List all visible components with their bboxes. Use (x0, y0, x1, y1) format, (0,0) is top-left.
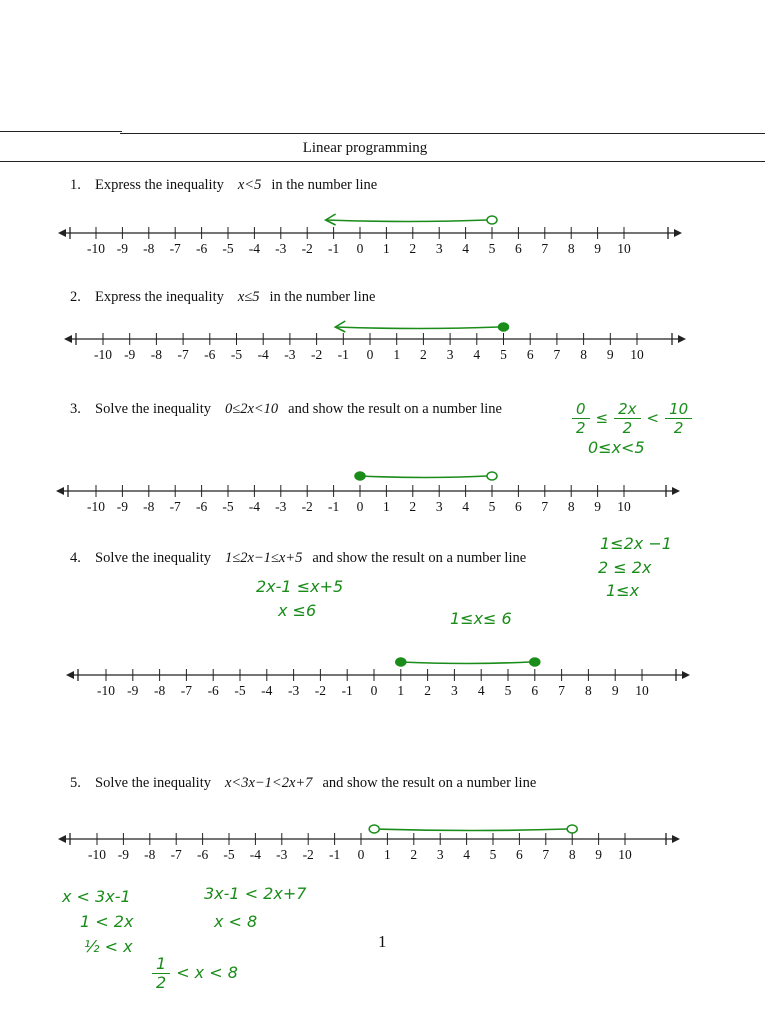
tick-label: -5 (222, 241, 234, 256)
tick-label: -5 (230, 347, 243, 362)
tick-label: -10 (97, 683, 115, 698)
tick-label: 9 (595, 847, 602, 862)
tick-label: -3 (284, 347, 296, 362)
tick-label: 3 (435, 499, 443, 514)
handwriting-q4-r3: 1≤x (606, 581, 640, 600)
right-arrow-icon (682, 671, 690, 679)
tick-label: 6 (515, 499, 522, 514)
fraction: $\frac{10}{2}$ (665, 400, 692, 437)
fraction: $\frac{2x}{2}$ (614, 400, 640, 437)
tick-label: 6 (531, 683, 539, 698)
left-arrow-icon (66, 671, 74, 679)
tick-label: 1 (397, 683, 405, 698)
tick-label: 6 (516, 847, 523, 862)
tick-label: 1 (384, 847, 391, 862)
tick-label: -5 (223, 847, 235, 862)
tick-label: 10 (617, 241, 631, 256)
tick-label: -3 (275, 241, 287, 256)
tick-label: -6 (195, 499, 208, 514)
tick-label: -2 (301, 241, 313, 256)
tick-label: 8 (567, 241, 575, 256)
tick-label: 4 (473, 347, 481, 362)
tick-label: -2 (314, 683, 327, 698)
tick-label: -1 (328, 847, 341, 862)
tick-label: -6 (195, 241, 208, 256)
handwriting-q4-l1: 2x-1 ≤x+5 (256, 577, 344, 596)
tick-label: 1 (383, 241, 390, 256)
tick-label: 5 (500, 347, 507, 362)
question-suffix: and show the result on a number line (312, 550, 527, 566)
handwriting-q5-l2: 1 < 2x (80, 912, 134, 931)
tick-label: -7 (180, 683, 193, 698)
tick-label: -4 (257, 347, 269, 362)
tick-label: -7 (170, 847, 182, 862)
tick-label: 5 (488, 499, 496, 514)
tick-label: -1 (337, 347, 349, 362)
tick-label: -4 (249, 847, 262, 862)
tick-label: -7 (169, 499, 181, 514)
tick-label: 7 (558, 683, 565, 698)
tick-label: -1 (341, 683, 353, 698)
tick-label: 2 (420, 347, 427, 362)
tick-label: 0 (357, 847, 365, 862)
tick-label: 0 (370, 683, 378, 698)
tick-label: -6 (207, 683, 219, 698)
right-arrow-icon (674, 229, 682, 237)
handwriting-q3-fraction: $\frac{0}{2}$ ≤ $\frac{2x}{2}$ < $\frac{10}{2}$ (566, 400, 698, 437)
tick-label: -8 (153, 683, 166, 698)
tick-label: 10 (635, 683, 649, 698)
tick-label: -2 (302, 847, 314, 862)
tick-label: 2 (409, 499, 417, 514)
solution-segment (335, 327, 498, 329)
tick-label: -10 (88, 847, 106, 862)
tick-label: -9 (124, 347, 136, 362)
question-suffix: in the number line (269, 289, 376, 305)
open-endpoint (487, 216, 497, 224)
tick-label: 7 (541, 241, 549, 256)
open-endpoint (369, 825, 379, 833)
tick-label: -8 (143, 499, 155, 514)
handwriting-q5-l3: ½ < x (84, 937, 133, 956)
tick-label: 7 (541, 499, 549, 514)
open-endpoint (487, 472, 497, 480)
handwriting-q5-l1: x < 3x-1 (62, 887, 131, 906)
tick-label: 9 (594, 499, 601, 514)
closed-endpoint (355, 472, 365, 480)
tick-label: 10 (618, 847, 632, 862)
tick-label: 4 (477, 683, 485, 698)
tick-label: -3 (287, 683, 300, 698)
tick-label: 6 (515, 241, 522, 256)
tick-label: 3 (435, 241, 443, 256)
handwriting-q4-result: 1≤x≤ 6 (450, 609, 512, 628)
left-arrow-icon (56, 487, 64, 495)
tick-label: -8 (144, 847, 156, 862)
tick-label: -9 (127, 683, 139, 698)
tick-label: 10 (630, 347, 644, 362)
handwriting-q5-r1: 3x-1 < 2x+7 (204, 884, 307, 903)
question-number: 3. (70, 401, 81, 417)
tick-label: 2 (424, 683, 431, 698)
question-number: 1. (70, 177, 81, 193)
tick-label: 3 (446, 347, 454, 362)
question-prefix: Solve the inequality (95, 550, 211, 566)
question-math: x≤5 (237, 289, 260, 305)
tick-label: -5 (222, 499, 234, 514)
tick-label: 0 (356, 241, 364, 256)
tick-label: -6 (204, 347, 216, 362)
tick-label: 8 (568, 847, 576, 862)
question-math: x<5 (237, 177, 262, 193)
tick-label: 9 (611, 683, 619, 698)
question-number: 2. (70, 289, 81, 305)
tick-label: 0 (366, 347, 374, 362)
tick-label: -9 (117, 847, 130, 862)
tick-label: -5 (234, 683, 246, 698)
tick-label: -4 (261, 683, 273, 698)
tick-label: -10 (87, 499, 105, 514)
left-arrow-icon (58, 229, 66, 237)
closed-endpoint (499, 323, 509, 331)
tick-label: -3 (276, 847, 288, 862)
tick-label: -10 (87, 241, 105, 256)
solution-segment (401, 662, 530, 664)
right-arrow-icon (672, 835, 680, 843)
tick-label: 5 (504, 683, 512, 698)
tick-label: 0 (356, 499, 364, 514)
question-number: 5. (70, 775, 81, 791)
tick-label: -10 (94, 347, 112, 362)
document-title: Linear programming (302, 140, 428, 156)
tick-label: -9 (116, 499, 129, 514)
tick-label: -8 (150, 347, 163, 362)
tick-label: -7 (169, 241, 181, 256)
tick-label: 3 (451, 683, 458, 698)
question-prefix: Express the inequality (95, 177, 224, 193)
fraction: $\frac{0}{2}$ (572, 400, 590, 437)
question-number: 4. (70, 550, 81, 566)
tick-label: 4 (462, 499, 469, 514)
handwriting-q5-r2: x < 8 (214, 912, 258, 931)
tick-label: -9 (116, 241, 129, 256)
closed-endpoint (530, 658, 540, 666)
right-arrow-icon (678, 335, 686, 343)
open-endpoint (567, 825, 577, 833)
tick-label: 9 (606, 347, 614, 362)
handwriting-q3-line2: 0≤x<5 (588, 438, 645, 457)
tick-label: 2 (409, 241, 417, 256)
tick-label: -3 (275, 499, 287, 514)
tick-label: 4 (462, 241, 469, 256)
question-suffix: in the number line (271, 177, 378, 193)
question-math: x<3x−1<2x+7 (224, 775, 313, 791)
tick-label: 5 (489, 847, 497, 862)
left-arrow-icon (64, 335, 72, 343)
tick-label: -1 (327, 499, 340, 514)
tick-label: 7 (542, 847, 550, 862)
tick-label: 8 (585, 683, 592, 698)
tick-label: -4 (248, 241, 261, 256)
question-math: 0≤2x<10 (224, 401, 279, 417)
tick-label: 4 (463, 847, 470, 862)
solution-segment (360, 476, 487, 478)
question-math: 1≤2x−1≤x+5 (224, 550, 303, 566)
solution-segment (326, 220, 487, 222)
question-suffix: and show the result on a number line (288, 401, 502, 417)
closed-endpoint (396, 658, 406, 666)
handwriting-q4-r1: 1≤2x −1 (600, 534, 672, 553)
fraction: $\frac{1}{2}$ (152, 955, 170, 992)
handwriting-q4-r2: 2 ≤ 2x (598, 558, 652, 577)
tick-label: 10 (617, 499, 631, 514)
question-suffix: and show the result on a number line (322, 775, 537, 791)
tick-label: -4 (248, 499, 261, 514)
solution-segment (374, 829, 567, 831)
tick-label: 8 (580, 347, 587, 362)
question-prefix: Solve the inequality (95, 775, 211, 791)
left-arrow-icon (58, 835, 66, 843)
tick-label: 5 (488, 241, 496, 256)
tick-label: 7 (553, 347, 561, 362)
tick-label: 3 (436, 847, 444, 862)
page-number: 1 (378, 932, 387, 951)
tick-label: -2 (310, 347, 323, 362)
tick-label: -7 (177, 347, 189, 362)
handwriting-q4-l2: x ≤6 (278, 601, 317, 620)
tick-label: 1 (393, 347, 401, 362)
tick-label: -6 (196, 847, 209, 862)
right-arrow-icon (672, 487, 680, 495)
tick-label: -8 (143, 241, 155, 256)
tick-label: -1 (327, 241, 340, 256)
question-prefix: Solve the inequality (95, 401, 211, 417)
tick-label: 2 (410, 847, 418, 862)
handwriting-q5-l4: $\frac{1}{2}$ < x < 8 (146, 955, 238, 992)
tick-label: 6 (526, 347, 534, 362)
question-prefix: Express the inequality (95, 289, 224, 305)
tick-label: 9 (594, 241, 601, 256)
tick-label: 8 (567, 499, 575, 514)
tick-label: -2 (301, 499, 313, 514)
tick-label: 1 (383, 499, 390, 514)
